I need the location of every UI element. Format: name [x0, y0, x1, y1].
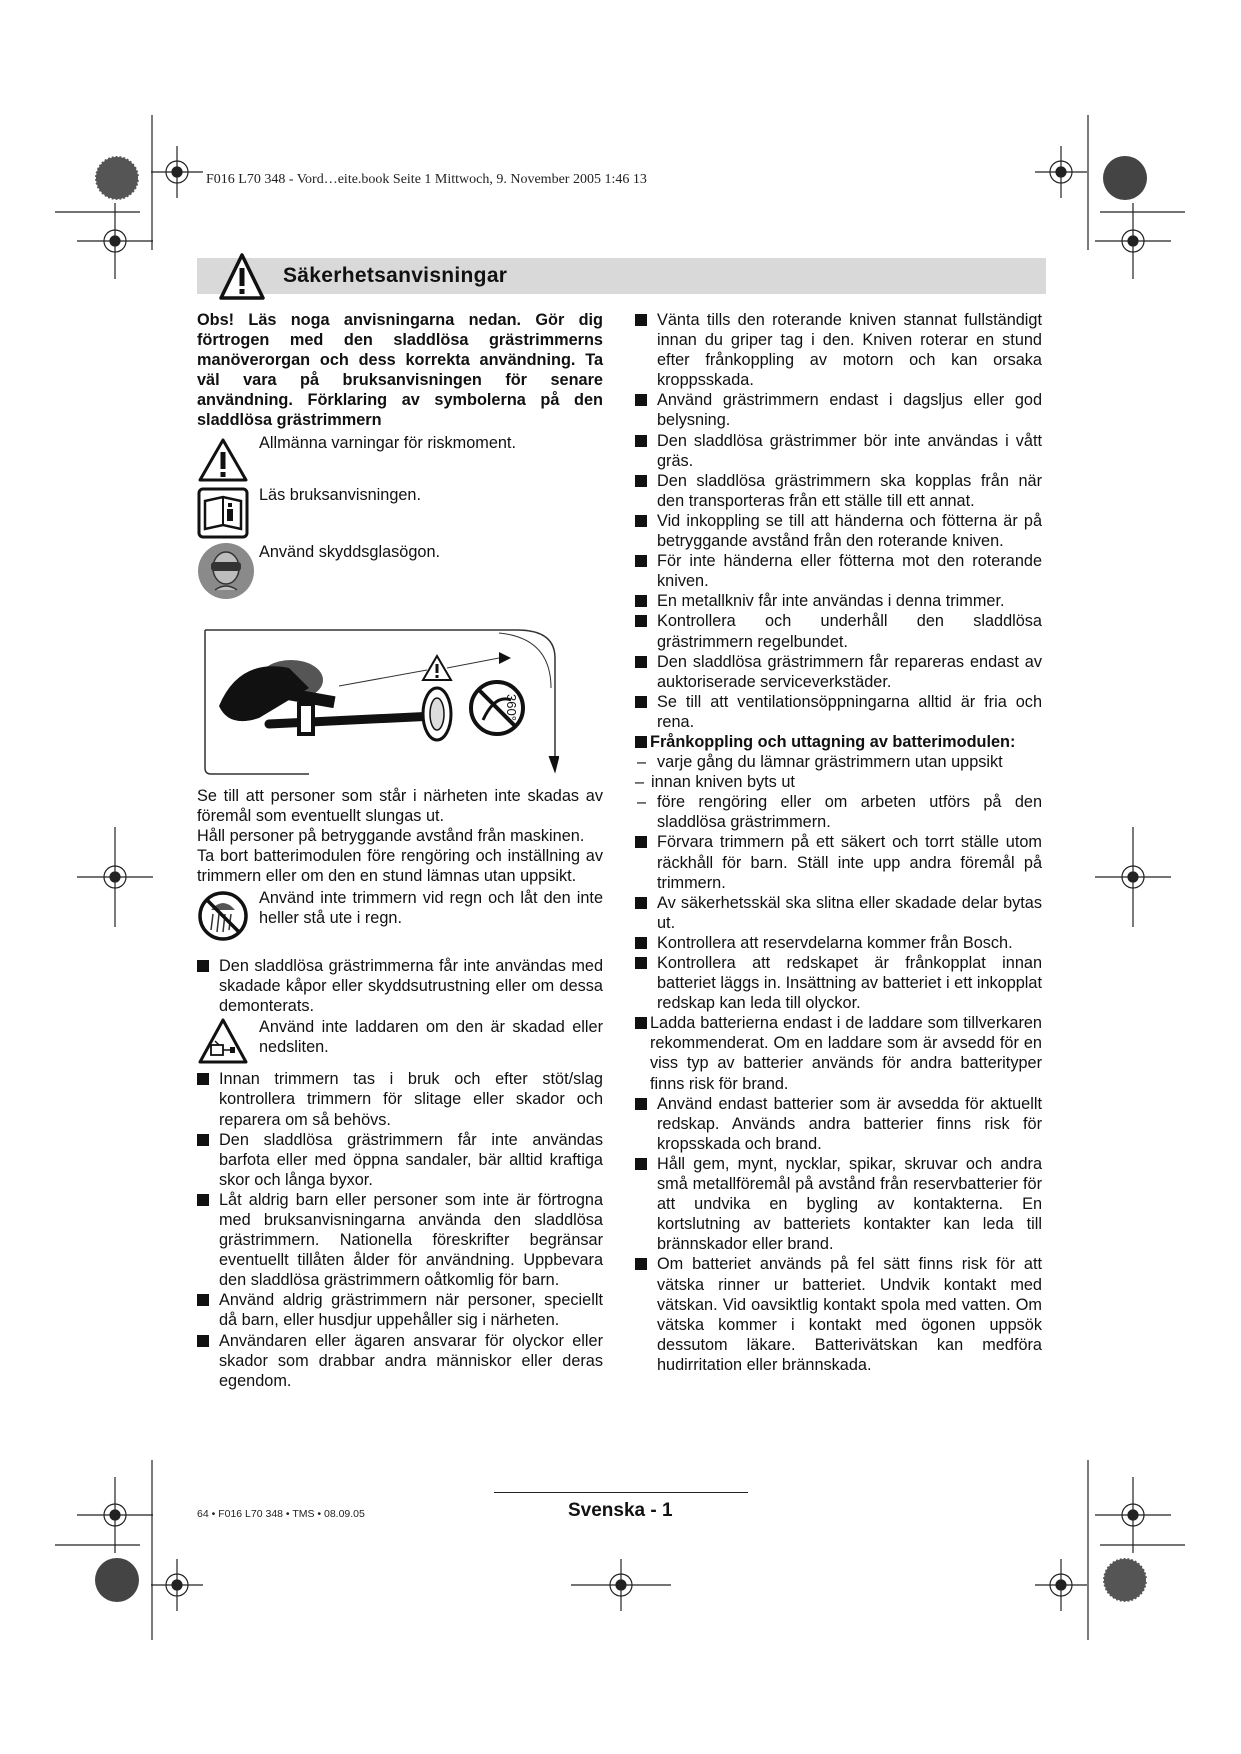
list-item: Den sladdlösa grästrimmern får repareras endast av auktoriserade serviceverkstäder.	[635, 652, 1042, 692]
paragraph: Ta bort batterimodulen före rengöring och inställning av trimmern eller om den en stund lämnas utan uppsikt.	[197, 846, 603, 885]
paragraph: Se till att personer som står i närheten inte skadas av föremål som eventuellt slungas ut.	[197, 786, 603, 825]
dash-marker: –	[637, 753, 647, 772]
list-item: Innan trimmern tas i bruk och efter stöt/slag kontrollera trimmern för slitage eller skador och reparera om så behövs.	[197, 1069, 603, 1129]
list-item: Ladda batterierna endast i de laddare som tillverkaren rekommenderat. Om en laddare som är avsedd för en viss typ av batterier används för andra batterityper finns risk för brand.	[635, 1013, 1042, 1093]
dash-marker: –	[637, 793, 647, 812]
left-column	[197, 310, 603, 1391]
left-bullets-a	[197, 956, 603, 1016]
read-manual-icon	[197, 487, 249, 539]
list-item: Använd endast batterier som är avsedda för aktuellt redskap. Används andra batterier finns risk för kropsskada och brand.	[635, 1094, 1042, 1154]
dash-item	[635, 792, 1042, 832]
symbol-text: Använd inte trimmern vid regn och låt den inte heller stå ute i regn.	[259, 889, 603, 928]
list-item: En metallkniv får inte användas i denna trimmer.	[635, 591, 1042, 611]
section-title: Säkerhetsanvisningar	[283, 264, 508, 287]
symbol-row-no-rain	[197, 888, 603, 948]
symbol-text: Använd inte laddaren om den är skadad eller nedsliten.	[259, 1018, 603, 1057]
symbol-text: Allmänna varningar för riskmoment.	[259, 433, 516, 452]
list-item: Den sladdlösa grästrimmerna får inte användas med skadade kåpor eller skyddsutrustning eller om dessa demonterats.	[197, 956, 603, 1016]
paragraph: Håll personer på betryggande avstånd från maskinen.	[197, 826, 585, 845]
damaged-charger-icon	[197, 1017, 249, 1065]
warning-triangle-icon	[197, 437, 249, 483]
list-item: Använd aldrig grästrimmern när personer, speciellt då barn, eller husdjur uppehåller sig i närheten.	[197, 1290, 603, 1330]
list-item: Den sladdlösa grästrimmern får inte användas barfota eller med öppna sandaler, bär alltid kraftiga skor och långa byxor.	[197, 1130, 603, 1190]
list-item: Den sladdlösa grästrimmer bör inte användas i vått gräs.	[635, 431, 1042, 471]
symbol-row-read-manual	[197, 485, 603, 542]
warning-triangle-icon	[218, 252, 266, 302]
footer-code: 64 • F016 L70 348 • TMS • 08.09.05	[197, 1508, 365, 1520]
intro-text: Obs! Läs noga anvisningarna nedan. Gör dig förtrogen med den sladdlösa grästrimmerns manöverorgan och dess korrekta användning. Ta väl vara på bruksanvisningen för senare användning. Förklaring av symbolerna på den sladdlösa grästrimmern	[197, 311, 603, 430]
list-item: Se till att ventilationsöppningarna alltid är fria och rena.	[635, 692, 1042, 732]
trimmer-figure	[199, 628, 559, 778]
list-item: Kontrollera att reservdelarna kommer från Bosch.	[635, 933, 1042, 953]
right-column	[635, 310, 1042, 1375]
dash-text: innan kniven byts ut	[651, 773, 795, 792]
symbol-text: Använd skyddsglasögon.	[259, 542, 441, 561]
list-item: Kontrollera att redskapet är frånkopplat innan batteriet läggs in. Insättning av batteriet i ett inkopplat redskap kan leda till olyckor.	[635, 953, 1042, 1013]
left-bullets-b	[197, 1069, 603, 1391]
symbol-row-damaged-charger	[197, 1017, 603, 1069]
rotation-label: 360°	[504, 693, 519, 721]
list-item: Om batteriet används på fel sätt finns risk för att vätska rinner ur batteriet. Undvik kontakt med vätskan. Vid oavsiktlig kontakt spola med vatten. Om vätska kommer i kontakt med ögonen uppsök dessutom läkare. Batterivätskan kan medföra hudirritation eller brännskada.	[635, 1254, 1042, 1375]
symbol-text: Läs bruksanvisningen.	[259, 485, 422, 504]
dash-text: före rengöring eller om arbeten utförs på den sladdlösa grästrimmern.	[657, 793, 1042, 832]
dash-item	[635, 772, 1042, 792]
symbol-row-goggles	[197, 542, 603, 620]
footer-rule	[494, 1492, 748, 1493]
dash-marker: –	[635, 773, 645, 792]
list-item: Använd grästrimmern endast i dagsljus eller god belysning.	[635, 390, 1042, 430]
list-item: Håll gem, mynt, nycklar, spikar, skruvar och andra små metallföremål på avstånd från reservbatterier för att undvika en bygling av kontakterna. En kortslutning av batteriets kontakter kan leda till brännskador eller brand.	[635, 1154, 1042, 1254]
print-header: F016 L70 348 - Vord…eite.book Seite 1 Mittwoch, 9. November 2005 1:46 13	[206, 172, 647, 187]
list-item: Den sladdlösa grästrimmern ska kopplas från när den transporteras från ett ställe till ett annat.	[635, 471, 1042, 511]
list-item: Användaren eller ägaren ansvarar för olyckor eller skador som drabbar andra människor eller deras egendom.	[197, 1331, 603, 1391]
list-item: Låt aldrig barn eller personer som inte är förtrogna med bruksanvisningarna använda den sladdlösa grästrimmern. Nationella föreskrifter begränsar eventuellt tillåten ålder för användning. Uppbevara den sladdlösa grästrimmern oåtkomlig för barn.	[197, 1190, 603, 1290]
disconnect-heading: Frånkoppling och uttagning av batterimodulen:	[635, 732, 1042, 752]
list-item: Vänta tills den roterande kniven stannat fullständigt innan du griper tag i den. Kniven roterar en stund efter frånkoppling av motorn och kan orsaka kroppsskada.	[635, 310, 1042, 390]
dash-item	[635, 752, 1042, 772]
list-item: Förvara trimmern på ett säkert och torrt ställe utom räckhåll för barn. Ställ inte upp andra föremål på trimmern.	[635, 832, 1042, 892]
footer-page-label: Svenska - 1	[568, 1500, 673, 1521]
safety-goggles-icon	[197, 542, 255, 600]
after-figure-text	[197, 786, 603, 886]
list-item: För inte händerna eller fötterna mot den roterande kniven.	[635, 551, 1042, 591]
list-item: Av säkerhetsskäl ska slitna eller skadade delar bytas ut.	[635, 893, 1042, 933]
list-item: Kontrollera och underhåll den sladdlösa grästrimmern regelbundet.	[635, 611, 1042, 651]
list-item: Vid inkoppling se till att händerna och fötterna är på betryggande avstånd från den roterande kniven.	[635, 511, 1042, 551]
dash-text: varje gång du lämnar grästrimmern utan uppsikt	[657, 753, 1003, 772]
no-rain-icon	[197, 890, 249, 942]
symbol-row-general-warning	[197, 433, 603, 485]
